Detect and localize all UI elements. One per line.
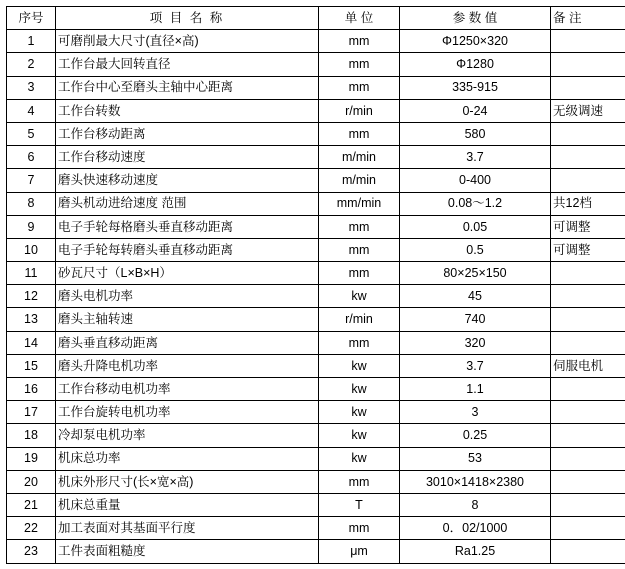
cell-value: Φ1250×320: [400, 30, 551, 53]
cell-name: 电子手轮每格磨头垂直移动距离: [56, 215, 319, 238]
table-row: [7, 53, 625, 76]
cell-note: [551, 262, 625, 285]
cell-value: Ra1.25: [400, 540, 551, 563]
table-row: [7, 308, 625, 331]
cell-no: 22: [7, 517, 56, 540]
cell-unit: mm: [319, 53, 400, 76]
cell-value: 740: [400, 308, 551, 331]
cell-value: 45: [400, 285, 551, 308]
cell-note: [551, 285, 625, 308]
cell-name: 工作台最大回转直径: [56, 53, 319, 76]
cell-value: 3.7: [400, 354, 551, 377]
cell-name: 机床总重量: [56, 493, 319, 516]
cell-value: 0.05: [400, 215, 551, 238]
cell-value: 0.08～1.2: [400, 192, 551, 215]
column-header-no: 序号: [7, 7, 56, 30]
cell-name: 磨头电机功率: [56, 285, 319, 308]
cell-note: [551, 308, 625, 331]
cell-unit: kw: [319, 401, 400, 424]
cell-no: 7: [7, 169, 56, 192]
cell-note: [551, 517, 625, 540]
cell-no: 3: [7, 76, 56, 99]
cell-no: 15: [7, 354, 56, 377]
cell-note: [551, 30, 625, 53]
cell-unit: mm: [319, 30, 400, 53]
cell-note: [551, 169, 625, 192]
cell-note: 可调整: [551, 238, 625, 261]
cell-note: [551, 470, 625, 493]
cell-note: [551, 146, 625, 169]
cell-note: 伺服电机: [551, 354, 625, 377]
cell-name: 工作台移动电机功率: [56, 378, 319, 401]
cell-note: [551, 378, 625, 401]
cell-value: 0-400: [400, 169, 551, 192]
table-row: [7, 192, 625, 215]
table-row: [7, 331, 625, 354]
cell-note: 共12档: [551, 192, 625, 215]
cell-name: 加工表面对其基面平行度: [56, 517, 319, 540]
cell-no: 16: [7, 378, 56, 401]
cell-no: 5: [7, 122, 56, 145]
table-row: [7, 285, 625, 308]
table-row: [7, 424, 625, 447]
table-row: [7, 540, 625, 563]
cell-unit: m/min: [319, 169, 400, 192]
cell-no: 10: [7, 238, 56, 261]
table-row: [7, 238, 625, 261]
cell-value: 53: [400, 447, 551, 470]
cell-name: 磨头机动进给速度 范围: [56, 192, 319, 215]
cell-unit: mm: [319, 470, 400, 493]
cell-name: 机床总功率: [56, 447, 319, 470]
table-row: [7, 262, 625, 285]
cell-unit: mm: [319, 331, 400, 354]
specification-table: [6, 6, 625, 564]
cell-no: 8: [7, 192, 56, 215]
cell-note: 无级调速: [551, 99, 625, 122]
cell-unit: μm: [319, 540, 400, 563]
cell-note: [551, 76, 625, 99]
table-row: [7, 354, 625, 377]
cell-unit: kw: [319, 354, 400, 377]
cell-unit: kw: [319, 378, 400, 401]
cell-no: 17: [7, 401, 56, 424]
cell-value: 0.25: [400, 424, 551, 447]
cell-value: 3.7: [400, 146, 551, 169]
cell-name: 工件表面粗糙度: [56, 540, 319, 563]
cell-unit: mm: [319, 122, 400, 145]
cell-value: 320: [400, 331, 551, 354]
column-header-name: 项 目 名 称: [56, 7, 319, 30]
cell-unit: m/min: [319, 146, 400, 169]
cell-note: [551, 493, 625, 516]
cell-note: [551, 122, 625, 145]
cell-no: 11: [7, 262, 56, 285]
cell-value: 1.1: [400, 378, 551, 401]
cell-name: 磨头升降电机功率: [56, 354, 319, 377]
cell-name: 冷却泵电机功率: [56, 424, 319, 447]
table-row: [7, 76, 625, 99]
cell-unit: r/min: [319, 99, 400, 122]
cell-unit: mm: [319, 215, 400, 238]
cell-no: 19: [7, 447, 56, 470]
cell-value: 0．02/1000: [400, 517, 551, 540]
table-body: [7, 30, 625, 563]
cell-name: 可磨削最大尺寸(直径×高): [56, 30, 319, 53]
cell-no: 12: [7, 285, 56, 308]
cell-value: 3010×1418×2380: [400, 470, 551, 493]
cell-name: 电子手轮每转磨头垂直移动距离: [56, 238, 319, 261]
cell-unit: mm: [319, 262, 400, 285]
cell-no: 4: [7, 99, 56, 122]
cell-unit: mm: [319, 238, 400, 261]
cell-no: 20: [7, 470, 56, 493]
table-row: [7, 169, 625, 192]
table-row: [7, 447, 625, 470]
table-row: [7, 517, 625, 540]
cell-name: 工作台移动速度: [56, 146, 319, 169]
cell-unit: mm: [319, 517, 400, 540]
cell-unit: kw: [319, 285, 400, 308]
cell-name: 磨头快速移动速度: [56, 169, 319, 192]
table-header: [7, 7, 625, 30]
cell-name: 工作台中心至磨头主轴中心距离: [56, 76, 319, 99]
cell-value: 335-915: [400, 76, 551, 99]
cell-no: 23: [7, 540, 56, 563]
cell-note: [551, 401, 625, 424]
cell-value: 0.5: [400, 238, 551, 261]
cell-name: 工作台旋转电机功率: [56, 401, 319, 424]
cell-unit: kw: [319, 424, 400, 447]
table-row: [7, 122, 625, 145]
cell-unit: kw: [319, 447, 400, 470]
cell-value: 8: [400, 493, 551, 516]
cell-note: [551, 53, 625, 76]
cell-note: [551, 331, 625, 354]
table-row: [7, 378, 625, 401]
table-row: [7, 493, 625, 516]
column-header-value: 参 数 值: [400, 7, 551, 30]
cell-note: 可调整: [551, 215, 625, 238]
cell-no: 21: [7, 493, 56, 516]
cell-no: 1: [7, 30, 56, 53]
table-row: [7, 470, 625, 493]
cell-no: 6: [7, 146, 56, 169]
cell-no: 2: [7, 53, 56, 76]
cell-name: 砂瓦尺寸（L×B×H）: [56, 262, 319, 285]
cell-no: 18: [7, 424, 56, 447]
cell-value: Φ1280: [400, 53, 551, 76]
cell-name: 磨头垂直移动距离: [56, 331, 319, 354]
column-header-unit: 单 位: [319, 7, 400, 30]
cell-no: 14: [7, 331, 56, 354]
cell-unit: mm/min: [319, 192, 400, 215]
cell-name: 磨头主轴转速: [56, 308, 319, 331]
cell-name: 工作台移动距离: [56, 122, 319, 145]
cell-unit: r/min: [319, 308, 400, 331]
cell-note: [551, 424, 625, 447]
table-row: [7, 146, 625, 169]
cell-note: [551, 447, 625, 470]
cell-name: 机床外形尺寸(长×宽×高): [56, 470, 319, 493]
cell-value: 80×25×150: [400, 262, 551, 285]
cell-note: [551, 540, 625, 563]
table-header-row: [7, 7, 625, 30]
cell-unit: mm: [319, 76, 400, 99]
cell-value: 0-24: [400, 99, 551, 122]
cell-no: 9: [7, 215, 56, 238]
cell-no: 13: [7, 308, 56, 331]
column-header-note: 备 注: [551, 7, 625, 30]
cell-value: 580: [400, 122, 551, 145]
table-row: [7, 30, 625, 53]
cell-name: 工作台转数: [56, 99, 319, 122]
cell-unit: T: [319, 493, 400, 516]
cell-value: 3: [400, 401, 551, 424]
table-row: [7, 99, 625, 122]
table-row: [7, 401, 625, 424]
table-row: [7, 215, 625, 238]
